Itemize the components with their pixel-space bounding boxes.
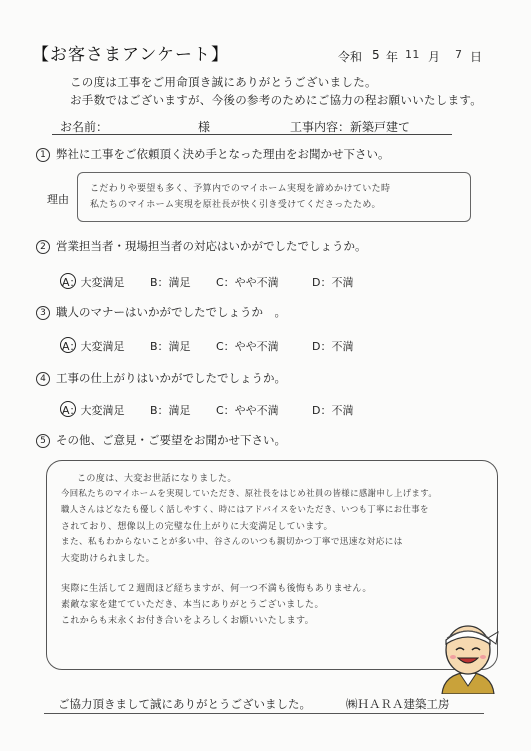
reason-label: 理由 — [47, 193, 69, 206]
option-d[interactable]: D：不満 — [312, 340, 354, 353]
option-a-selected[interactable]: A：大変満足 — [62, 274, 125, 290]
intro-line-1: この度は工事をご用命頂き誠にありがとうございました。 — [70, 75, 377, 89]
option-a-selected[interactable]: A：大変満足 — [62, 338, 125, 354]
comment-line: 実際に生活して２週間ほど経ちますが、何一つ不満も後悔もありません。 — [61, 584, 372, 594]
option-a-selected[interactable]: A：大変満足 — [62, 402, 125, 418]
comment-line: これからも末永くお付き合いをよろしくお願いいたします。 — [61, 616, 315, 626]
date-era: 令和 — [338, 50, 363, 64]
comment-line: また、私もわからないことが多い中、谷さんのいつも親切かつ丁寧で迅速な対応には — [61, 537, 403, 547]
option-c[interactable]: C：やや不満 — [216, 276, 279, 289]
question-1 — [36, 146, 390, 162]
option-c[interactable]: C：やや不満 — [216, 404, 279, 417]
comment-line: 今回私たちのマイホームを実現していただき、原社長をはじめ社員の皆様に感謝申し上げます。 — [61, 488, 438, 498]
option-d[interactable]: D：不満 — [312, 404, 354, 417]
question-text: その他、ご意見・ご要望をお聞かせ下さい。 — [56, 433, 286, 447]
question-text: 工事の仕上がりはいかがでしたでしょうか。 — [56, 371, 286, 385]
question-number: 4 — [36, 372, 50, 386]
question-number: 3 — [36, 306, 50, 320]
date-day: 7 — [455, 48, 463, 61]
question-2 — [36, 238, 367, 254]
comment-box — [46, 460, 498, 670]
option-b[interactable]: B：満足 — [150, 276, 191, 289]
option-b[interactable]: B：満足 — [150, 340, 191, 353]
selected-circle-mark — [60, 337, 76, 353]
question-text: 職人のマナーはいかがでしたでしょうか 。 — [56, 305, 286, 319]
selected-circle-mark — [60, 273, 76, 289]
option-c[interactable]: C：やや不満 — [216, 340, 279, 353]
comment-line: 素敵な家を建てていただき、本当にありがとうございました。 — [61, 600, 324, 610]
question-number: 1 — [36, 148, 50, 162]
comment-line: されており、想像以上の完璧な仕上がりに大変満足しています。 — [61, 522, 333, 532]
date-year: 5 — [372, 48, 380, 62]
question-5 — [36, 432, 286, 448]
footer-thanks: ご協力頂きまして誠にありがとうございました。 — [58, 697, 311, 711]
intro-line-2: お手数ではございますが、今後の参考のためにご協力の程お願いいたします。 — [70, 93, 483, 107]
question-number: 5 — [36, 434, 50, 448]
option-b[interactable]: B：満足 — [150, 404, 191, 417]
date-month: 11 — [405, 48, 420, 61]
name-label: お名前： — [60, 120, 109, 134]
date-year-unit: 年 — [386, 50, 399, 64]
reason-answer-line-1: こだわりや要望も多く、予算内でのマイホーム実現を諦めかけていた時 — [90, 184, 391, 194]
selected-circle-mark — [60, 401, 76, 417]
work-content: 工事内容：新築戸建て — [290, 120, 411, 134]
question-text: 営業担当者・現場担当者の対応はいかがでしたでしょうか。 — [56, 239, 367, 253]
question-3 — [36, 304, 286, 320]
question-4 — [36, 370, 286, 386]
comment-line: 職人さんはどなたも優しく話しやすく、時にはアドバイスをいただき、いつも丁寧にお仕事を — [61, 504, 429, 514]
carpenter-mascot-icon — [432, 614, 504, 694]
question-text: 弊社に工事をご依頼頂く決め手となった理由をお聞かせ下さい。 — [56, 147, 390, 161]
date-day-unit: 日 — [470, 50, 483, 64]
footer-divider — [44, 713, 484, 714]
option-d[interactable]: D：不満 — [312, 276, 354, 289]
reason-answer-line-2: 私たちのマイホーム実現を原社長が快く引き受けてくださったため。 — [90, 200, 381, 210]
date-month-unit: 月 — [428, 50, 441, 64]
honorific: 様 — [198, 120, 211, 134]
comment-line: 大変助けられました。 — [61, 554, 156, 564]
reason-answer-box — [77, 172, 471, 222]
form-title: 【お客さまアンケート】 — [32, 45, 229, 65]
company-name: ㈱ＨＡＲＡ建築工房 — [346, 697, 450, 711]
question-number: 2 — [36, 240, 50, 254]
comment-line: この度は、大変お世話になりました。 — [77, 474, 237, 484]
customer-info-line — [52, 116, 452, 135]
